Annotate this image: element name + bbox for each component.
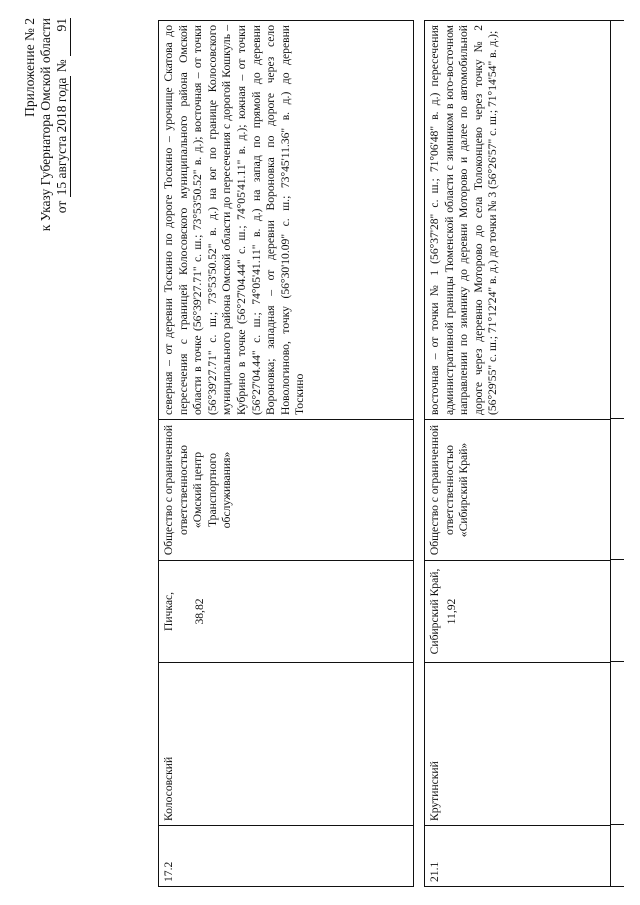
date-prefix: от <box>54 200 69 214</box>
ground-area-value: 38,82 <box>192 598 206 625</box>
hunting-grounds-table-2 <box>424 20 611 887</box>
appendix-header <box>22 18 71 231</box>
hunting-grounds-table-1 <box>158 20 414 887</box>
ground-area <box>425 561 611 663</box>
row-number: 17.2 <box>159 826 414 887</box>
decree-reference: к Указу Губернатора Омской области <box>38 18 53 232</box>
organization-name: Общество с ограниченной ответственностью «Сибирский Край» <box>425 420 611 561</box>
decree-date: 15 августа 2018 года <box>54 77 69 196</box>
district-name: Колосовский <box>159 663 414 826</box>
number-prefix: № <box>54 59 69 73</box>
boundary-description: восточная – от точки № 1 (56°37'28" с. ш.; 71°06'48" в. д.) пересечения административной границы Тюменской области с зимником в юго-восточном направлении по зимнику до деревни Моторово и далее по автомобильной дороге через деревню Моторово до села Толоконцево через точку № 2 (56°29'55" с. ш.; 71°12'24" в. д.) до точки № 3 (56°26'57" с. ш.; 71°14'54" в. д.); <box>425 21 611 420</box>
row-number: 21.1 <box>425 826 611 887</box>
table-row <box>159 21 414 887</box>
organization-name: Общество с ограниченной ответственностью «Омский центр Транспортного обслуживания» <box>159 420 414 561</box>
ground-name: Сибирский Край, <box>428 568 441 655</box>
decree-number: 91 <box>54 18 71 56</box>
boundary-description: северная – от деревни Тоскино по дороге Тоскино – урочище Скатова до пересечения с границей Колосовского муниципального района Омской области в точке (56°39'27.71" с. ш.; 73°53'50.52" в. д.); восточная – от точки (56°39'27.71" с. ш.; 73°53'50.52" в. д.) на юг по границе Колосовского муниципального района Омской области до пересечения с дорогой Кошкуль – Кубрино в точке (56°27'04.44" с. ш.; 74°05'41.11" в. д.); южная – от точки (56°27'04.44" с. ш.; 74°05'41.11" в. д.) на запад по прямой до деревни Вороновка; западная – от деревни Вороновка по дороге через село Новологиново, точку (56°30'10.09" с. ш.; 73°45'11.36" в. д.) до деревни Тоскино <box>159 21 414 420</box>
ground-area-value: 11,92 <box>444 598 458 625</box>
table-row <box>425 21 611 887</box>
decree-date-line <box>54 18 71 231</box>
ground-area <box>159 561 414 663</box>
appendix-title: Приложение № 2 <box>22 18 37 117</box>
table-continuation <box>610 20 624 887</box>
district-name: Крутинский <box>425 663 611 826</box>
ground-name: Пичкас, <box>162 591 175 632</box>
